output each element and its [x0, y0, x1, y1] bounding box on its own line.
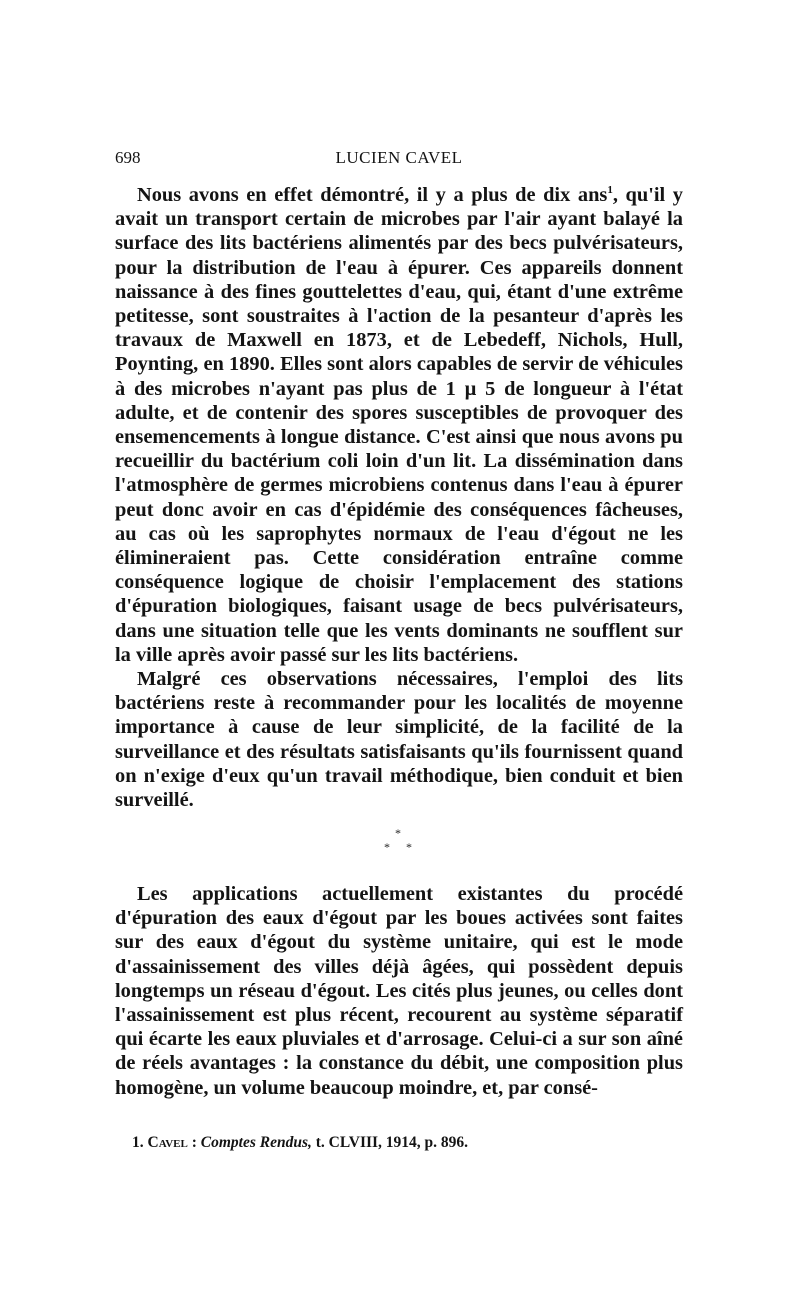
paragraph-1-text-a: Nous avons en effet démontré, il y a plus de dix ans [137, 184, 608, 206]
footnote-details: t. CLVIII, 1914, p. 896. [311, 1134, 469, 1151]
footnote-journal: Comptes Rendus, [200, 1134, 312, 1151]
text-block-lower [115, 882, 683, 1100]
text-block-upper [115, 183, 683, 812]
footnote-number: 1. [132, 1134, 144, 1151]
footnote-reference: 1 [607, 184, 613, 197]
running-header [115, 146, 683, 170]
paragraph-3-text: Les applications actuellement existantes du procédé d'épuration des eaux d'égout par les boues activées sont faites sur des eaux d'égout du système unitaire, qui est le mode d'assainissement des villes déjà âgées, qui possèdent depuis longtemps un réseau d'égout. Les cités plus jeunes, ou celles dont l'assainissement est plus récent, recourent au système séparatif qui écarte les eaux pluviales et d'arrosage. Celui-ci a sur son aîné de réels avantages : la constance du débit, une composition plus homogène, un volume beaucoup moindre, et, par consé- [115, 883, 683, 1099]
footnote-colon: : [187, 1134, 201, 1151]
footnote [132, 1132, 672, 1154]
paragraph-1 [115, 183, 683, 667]
running-title: LUCIEN CAVEL [335, 148, 463, 167]
section-break-asterism [382, 826, 418, 856]
asterism-star: * [384, 840, 390, 854]
paragraph-2 [115, 667, 683, 812]
asterism-star: * [395, 826, 401, 840]
asterism-star: * [406, 840, 412, 854]
paragraph-2-text: Malgré ces observations nécessaires, l'emploi des lits bactériens reste à recommander pour les localités de moyenne importance à cause de leur simplicité, de la facilité de la surveillance et des résultats satisfaisants qu'ils fournissent quand on n'exige d'eux qu'un travail méthodique, bien conduit et bien surveillé. [115, 668, 683, 812]
footnote-author: Cavel [147, 1134, 188, 1151]
paragraph-3 [115, 882, 683, 1100]
page-number: 698 [115, 148, 141, 167]
paragraph-1-text-b: , qu'il y avait un transport certain de microbes par l'air ayant balayé la surface des lits bactériens alimentés par des becs pulvérisateurs, pour la distribution de l'eau à épurer. Ces appareils donnent naissance à des fines gouttelettes d'eau, qui, étant d'une extrême petitesse, sont soustraites à l'action de la pesanteur d'après les travaux de Maxwell en 1873, et de Lebedeff, Nichols, Hull, Poynting, en 1890. Elles sont alors capables de servir de véhicules à des microbes n'ayant pas plus de 1 µ 5 de longueur à l'état adulte, et de contenir des spores susceptibles de provoquer des ensemencements à longue distance. C'est ainsi que nous avons pu recueillir du bactérium coli loin d'un lit. La dissémination dans l'atmosphère de germes microbiens contenus dans l'eau à épurer peut donc avoir en cas d'épidémie des conséquences fâcheuses, au cas où les saprophytes normaux de l'eau d'égout ne les élimineraient pas. Cette considération entraîne comme conséquence logique de choisir l'emplacement des stations d'épuration biologiques, faisant usage de becs pulvérisateurs, dans une situation telle que les vents dominants ne soufflent sur la ville après avoir passé sur les lits bactériens. [115, 184, 683, 666]
